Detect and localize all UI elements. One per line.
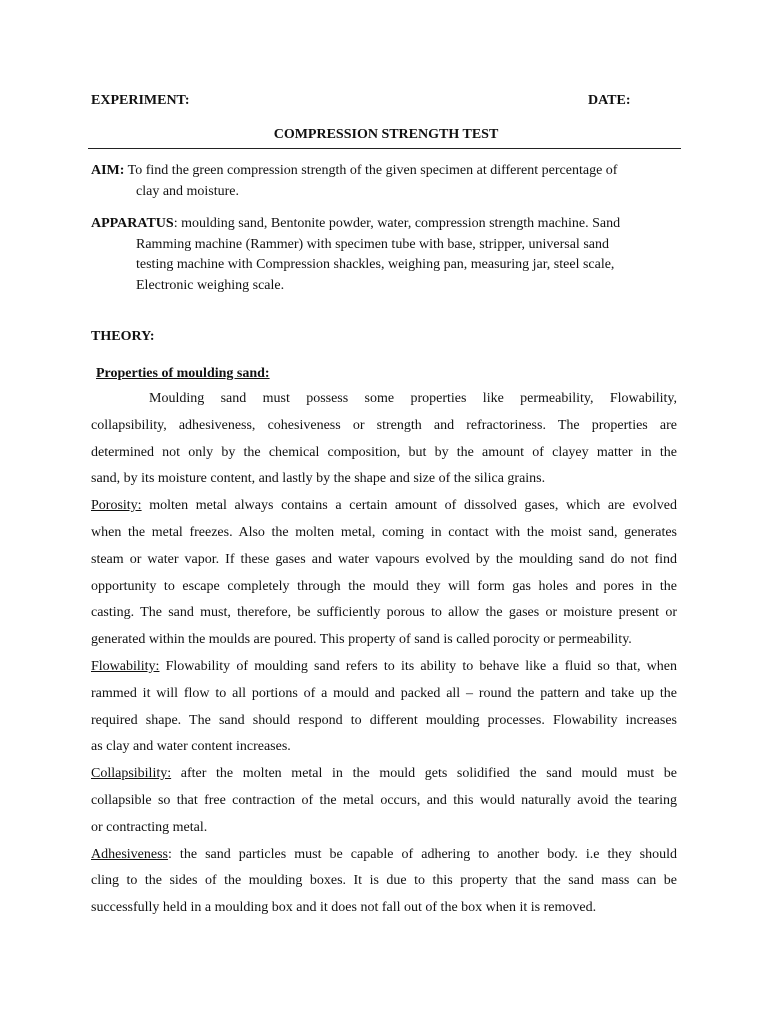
title-divider	[88, 148, 681, 149]
intro-line: Moulding sand must possess some properties like permeability, Flowability,	[149, 391, 677, 406]
collapsibility-term: Collapsibility:	[91, 766, 172, 782]
apparatus-text-1: : moulding sand, Bentonite powder, water, compression strength machine. Sand	[173, 216, 621, 231]
date-label: DATE:	[588, 93, 631, 108]
apparatus-section	[91, 214, 681, 296]
theory-body	[91, 386, 677, 922]
apparatus-label: APPARATUS	[91, 216, 174, 231]
experiment-label: EXPERIMENT:	[91, 93, 190, 108]
flowability-term: Flowability:	[91, 658, 160, 674]
adhesiveness-line: successfully held in a moulding box and it does not fall out of the box when it is removed.	[91, 900, 597, 916]
porosity-line: generated within the moulds are poured. This property of sand is called porocity or permeability.	[91, 632, 632, 648]
intro-line: determined not only by the chemical composition, but by the amount of clayey matter in the	[91, 444, 677, 460]
porosity-line: steam or water vapor. If these gases and water vapours evolved by the moulding sand do not find	[91, 551, 677, 567]
porosity-line: opportunity to escape completely through the mould they will form gas holes and pores in the	[91, 578, 677, 594]
intro-line: sand, by its moisture content, and lastly by the shape and size of the silica grains.	[91, 471, 546, 487]
theory-heading: THEORY:	[91, 329, 155, 344]
apparatus-text-4: Electronic weighing scale.	[136, 277, 285, 293]
porosity-first-line: Porosity: molten metal always contains a certain amount of dissolved gases, which are evolved	[91, 498, 677, 514]
properties-subheading: Properties of moulding sand:	[96, 366, 270, 381]
porosity-line: when the metal freezes. Also the molten metal, coming in contact with the moist sand, generates	[91, 524, 677, 540]
porosity-term: Porosity:	[91, 498, 142, 514]
aim-label: AIM:	[91, 163, 125, 178]
flowability-line: rammed it will flow to all portions of a mould and packed all – round the pattern and take up the	[91, 685, 677, 701]
aim-text-1: To find the green compression strength of the given specimen at different percentage of	[124, 163, 618, 178]
flowability-line: required shape. The sand should respond to different moulding processes. Flowability increases	[91, 712, 677, 728]
collapsibility-line: or contracting metal.	[91, 819, 208, 835]
flowability-line: as clay and water content increases.	[91, 739, 291, 755]
adhesiveness-term: Adhesiveness	[91, 846, 168, 862]
collapsibility-first-line: Collapsibility: after the molten metal in the mould gets solidified the sand mould must be	[91, 766, 677, 782]
aim-section	[91, 161, 681, 202]
collapsibility-line: collapsible so that free contraction of the metal occurs, and this would naturally avoid the tearing	[91, 792, 677, 808]
apparatus-text-2: Ramming machine (Rammer) with specimen tube with base, stripper, universal sand	[136, 236, 609, 252]
page-title: COMPRESSION STRENGTH TEST	[273, 127, 499, 142]
intro-line: collapsibility, adhesiveness, cohesiveness or strength and refractoriness. The properties are	[91, 417, 677, 433]
apparatus-text-3: testing machine with Compression shackles, weighing pan, measuring jar, steel scale,	[136, 257, 615, 272]
header-row	[91, 93, 681, 113]
porosity-line: casting. The sand must, therefore, be sufficiently porous to allow the gases or moisture present or	[91, 605, 677, 621]
flowability-first-line: Flowability: Flowability of moulding sand refers to its ability to behave like a fluid so that, when	[91, 658, 677, 674]
adhesiveness-first-line: Adhesiveness: the sand particles must be capable of adhering to another body. i.e they should	[91, 846, 677, 862]
aim-text-2: clay and moisture.	[136, 183, 240, 199]
adhesiveness-line: cling to the sides of the moulding boxes. It is due to this property that the sand mass can be	[91, 873, 677, 889]
